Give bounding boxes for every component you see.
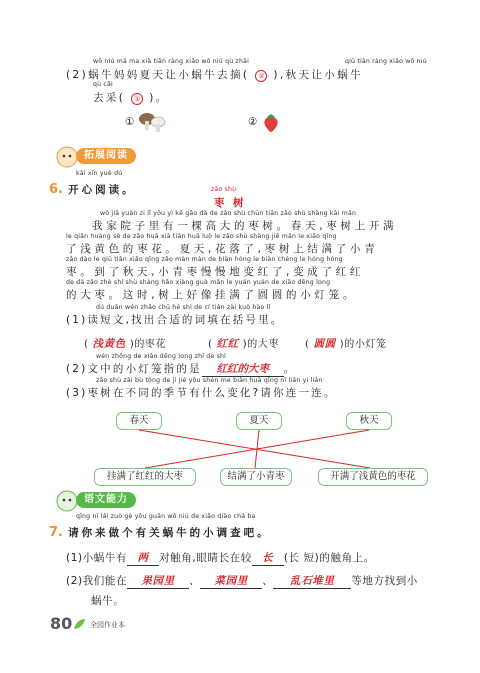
poem-line2-pinyin: le qiǎn huáng sè de zǎo huā xià tiān huā luò le zǎo shù shàng jiē mǎn le xiǎo qīng xyxy=(66,233,337,240)
poem-line3-pinyin: zǎo dào le qiū tiān xiǎo qīng zǎo màn màn de biàn hóng le biàn chéng le hóng hóng xyxy=(66,256,343,263)
option2-label: ② xyxy=(248,116,258,128)
change-green-dates[interactable]: 结满了小青枣 xyxy=(220,468,292,486)
q7-s2-cont: 蜗牛。 xyxy=(91,595,125,607)
q7-s1-a: (1)小蜗牛有 xyxy=(66,552,128,564)
q2-pinyin-1b: qiū tiān ràng xiǎo wō niú xyxy=(345,58,427,65)
q7-s2-answer1[interactable]: 果园里 xyxy=(127,573,189,589)
q2-answer1: ② xyxy=(255,70,267,82)
q2-text-a: (2)蜗牛妈妈夏天让小蜗牛去摘( xyxy=(66,69,250,81)
q2-pinyin-2: qù cǎi xyxy=(93,81,113,88)
poem-title: 枣 树 xyxy=(214,197,246,209)
q7-s2-a: (2)我们能在 xyxy=(66,575,128,587)
page-number: 80 xyxy=(50,614,73,633)
q7-title: 请你来做个有关蜗牛的小调查吧。 xyxy=(68,527,271,539)
q7-s2-sep1: 、 xyxy=(189,575,201,587)
q7-pinyin: qǐng nǐ lái zuò gè yǒu guān wō niú de xiǎo diào chá ba xyxy=(76,513,256,520)
section-badge-ability: 语文能力 xyxy=(76,492,136,508)
q2-text-d: )。 xyxy=(149,92,169,104)
q2-text-b: ),秋天让小蜗牛 xyxy=(273,69,364,81)
fill3-open: ( xyxy=(305,339,310,350)
q7-s2-answer2[interactable]: 菜园里 xyxy=(200,573,262,589)
fill3-answer[interactable]: 圆圆 xyxy=(313,338,336,350)
q7-s1 xyxy=(66,550,375,566)
q6-s2-text: (2)文中的小灯笼指的是 xyxy=(66,363,202,375)
q6-s1-pinyin: dú duǎn wén zhǎo chū hé shì de cí tián zài kuò hào lǐ xyxy=(96,304,271,311)
q6-s1-text: (1)读短文,找出合适的词填在括号里。 xyxy=(66,314,284,326)
poem-line4-pinyin: de dà zǎo zhè shí shù shàng hǎo xiàng guà mǎn le yuán yuán de xiǎo dēng long xyxy=(66,279,331,286)
q6-s3-text: (3)枣树在不同的季节有什么变化?请你连一连。 xyxy=(66,387,337,399)
q2-text-c: 去采( xyxy=(93,92,126,104)
fill2-open: ( xyxy=(208,339,213,350)
poem-line3: 枣。到了秋天,小青枣慢慢地变红了,变成了红红 xyxy=(66,266,365,278)
section-badge-reading: 拓展阅读 xyxy=(76,148,136,164)
fill2-after: )的大枣 xyxy=(242,339,280,350)
q7-s2-b: 等地方找到小 xyxy=(351,575,418,587)
ability-cat-icon xyxy=(56,490,78,512)
q2-answer2: ① xyxy=(131,93,143,105)
fill3-after: )的小灯笼 xyxy=(339,339,387,350)
poem-line1: 我家院子里有一棵高大的枣树。春天,枣树上开满 xyxy=(92,220,398,232)
q6-number: 6. xyxy=(49,182,63,197)
season-autumn[interactable]: 秋天 xyxy=(346,412,392,430)
q6-pinyin: kāi xīn yuè dú xyxy=(76,170,123,177)
q7-number: 7. xyxy=(49,525,63,540)
q7-s1-answer2[interactable]: 长 xyxy=(252,550,284,566)
change-yellow-flowers[interactable]: 开满了浅黄色的枣花 xyxy=(318,468,428,486)
q7-s2-answer3[interactable]: 乱石堆里 xyxy=(273,573,351,589)
q7-s1-answer1[interactable]: 两 xyxy=(127,550,159,566)
option1-label: ① xyxy=(125,116,135,128)
change-red-dates[interactable]: 挂满了红红的大枣 xyxy=(94,468,196,486)
q7-header xyxy=(49,521,271,540)
poem-line1-pinyin: wǒ jiā yuàn zi lǐ yǒu yì kē gāo dà de zǎo shù chūn tiān zǎo shù shàng kāi mǎn xyxy=(100,210,357,217)
q7-s2-sep2: 、 xyxy=(262,575,274,587)
season-spring[interactable]: 春天 xyxy=(116,412,162,430)
poem-line4: 的大枣。这时,树上好像挂满了圆圆的小灯笼。 xyxy=(66,289,358,301)
q6-s2-pinyin: wén zhōng de xiǎo dēng long zhǐ de shì xyxy=(96,353,227,360)
fill2-answer[interactable]: 红红 xyxy=(216,338,239,350)
q2-pinyin-1: wǒ niú mā ma xià tiān ràng xiǎo wō niú qù zhāi xyxy=(93,58,249,65)
q6-title: 开心阅读。 xyxy=(68,184,136,196)
fill1-answer[interactable]: 浅黄色 xyxy=(92,338,126,350)
q6-s3-pinyin: zǎo shù zài bù tóng de jì jié yǒu shén me biàn huà qǐng nǐ lián yi lián xyxy=(96,377,323,384)
q6-s2-answer[interactable]: 红红的大枣 xyxy=(202,361,284,377)
leaf-icon xyxy=(72,617,86,631)
book-name: 全园作业本 xyxy=(90,621,125,629)
fill1-after: )的枣花 xyxy=(129,339,167,350)
poem-line2: 了浅黄色的枣花。夏天,花落了,枣树上结满了小青 xyxy=(66,243,379,255)
q7-s1-b: 对触角,眼睛长在较 xyxy=(159,552,252,564)
poem-title-pinyin: zǎo shù xyxy=(211,186,237,193)
season-summer[interactable]: 夏天 xyxy=(236,412,282,430)
q6-s2-end: 。 xyxy=(283,363,297,375)
fill1-open: ( xyxy=(84,339,89,350)
q7-s1-c: (长 短)的触角上。 xyxy=(283,552,375,564)
q7-s2 xyxy=(66,573,418,589)
